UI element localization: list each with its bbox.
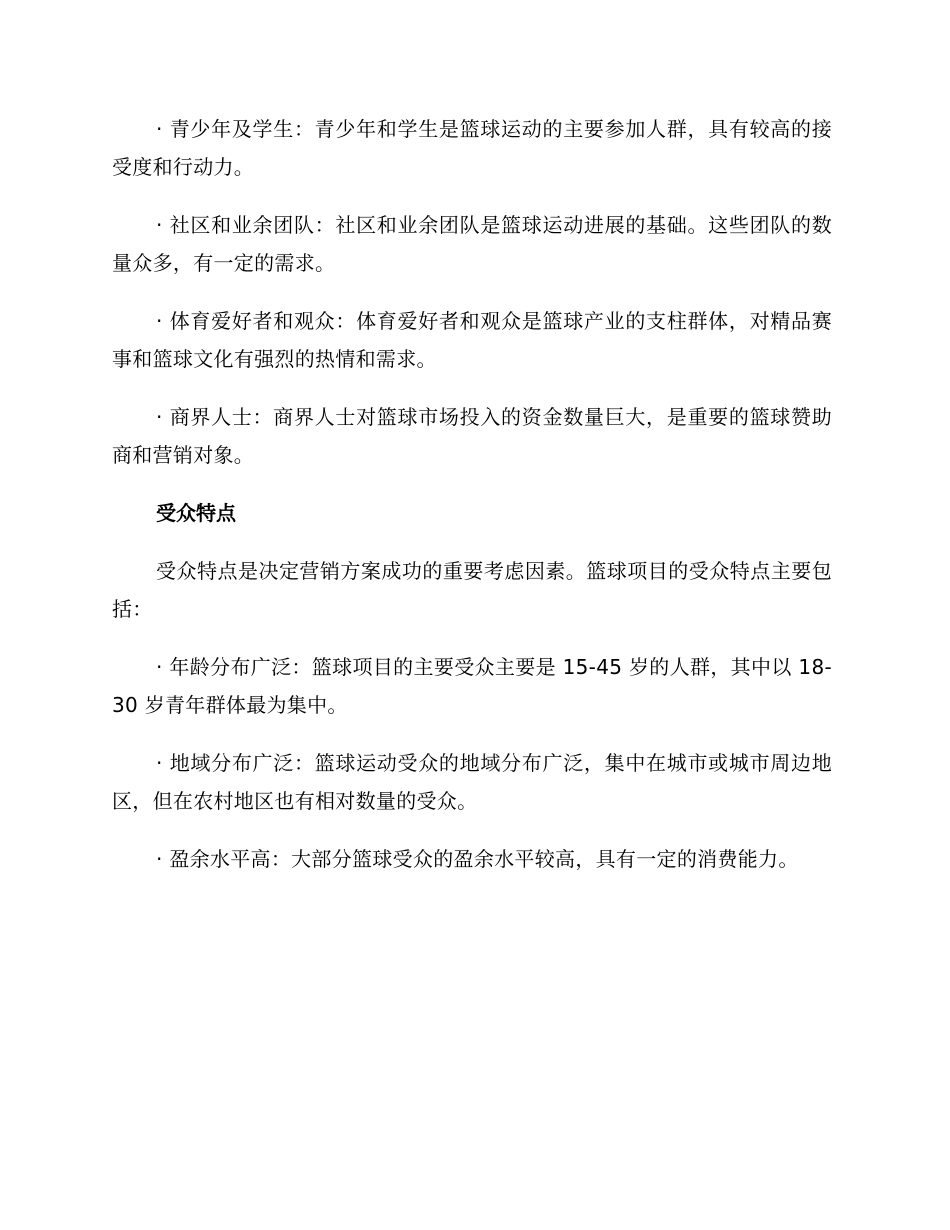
audience-intro-paragraph: 受众特点是决定营销方案成功的重要考虑因素。篮球项目的受众特点主要包括： <box>112 559 832 621</box>
bullet-income-level: · 盈余水平高：大部分篮球受众的盈余水平较高，具有一定的消费能力。 <box>156 847 799 871</box>
bullet-business-people: · 商界人士：商界人士对篮球市场投入的资金数量巨大，是重要的篮球赞助商和营销对象。 <box>112 405 832 467</box>
bullet-youth-students: · 青少年及学生：青少年和学生是篮球运动的主要参加人群，具有较高的接受度和行动力。 <box>112 117 832 179</box>
bullet-community-teams: · 社区和业余团队：社区和业余团队是篮球运动进展的基础。这些团队的数量众多，有一定的需求。 <box>112 213 832 275</box>
section-heading-audience-features: 受众特点 <box>156 501 236 525</box>
bullet-sports-fans: · 体育爱好者和观众：体育爱好者和观众是篮球产业的支柱群体，对精品赛事和篮球文化有强烈的热情和需求。 <box>112 309 832 371</box>
bullet-region-distribution: · 地域分布广泛：篮球运动受众的地域分布广泛，集中在城市或城市周边地区，但在农村地区也有相对数量的受众。 <box>112 751 832 813</box>
bullet-age-distribution: · 年龄分布广泛：篮球项目的主要受众主要是 15-45 岁的人群，其中以 18-30 岁青年群体最为集中。 <box>112 655 832 717</box>
document-page <box>112 110 832 898</box>
